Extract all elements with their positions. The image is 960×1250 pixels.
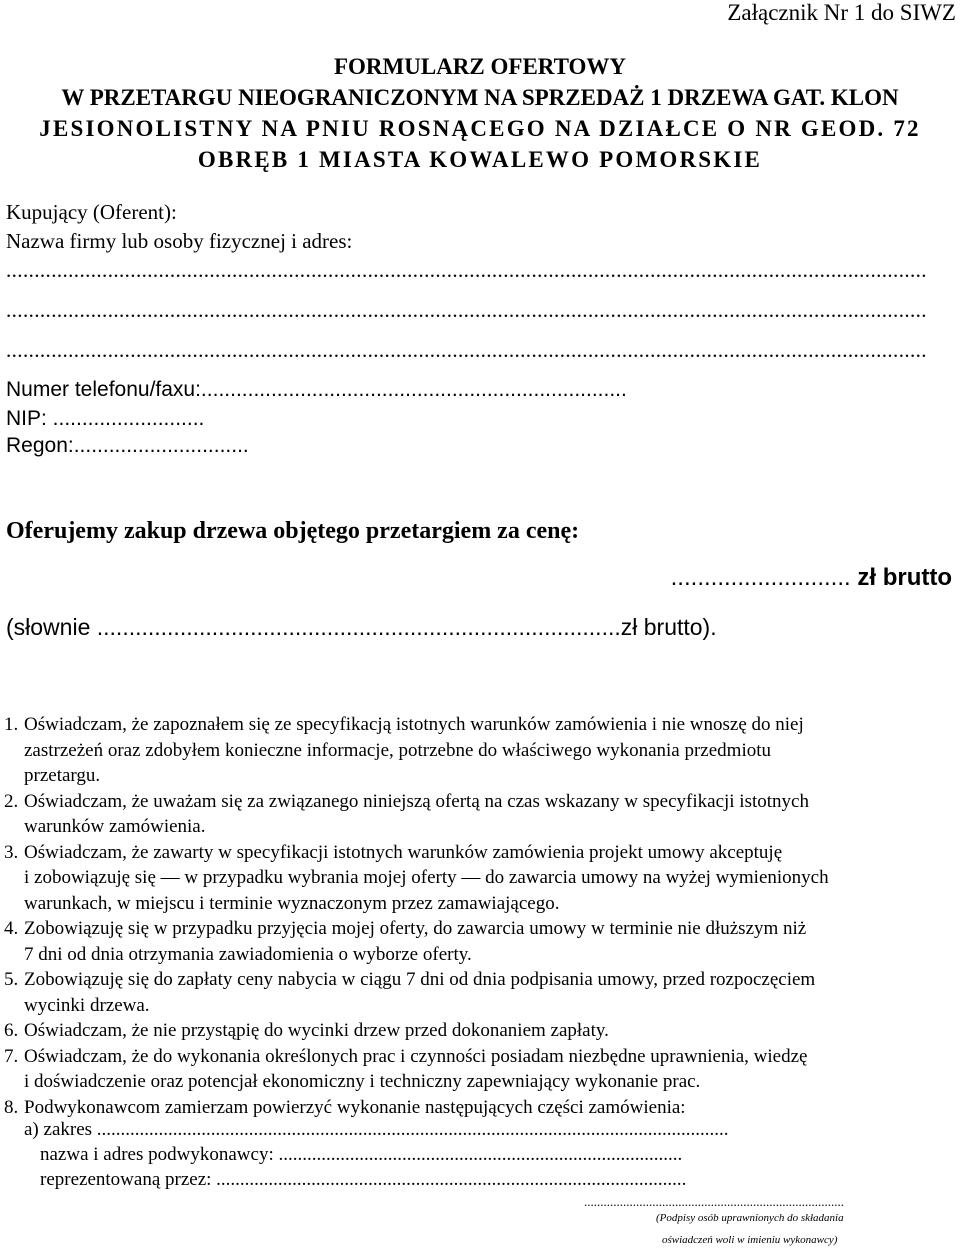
price-in-words-field[interactable]: (słownie ..................................................................................zł brutto). — [6, 614, 717, 640]
statement-text: 7 dni od dnia otrzymania zawiadomienia o wyborze oferty. — [24, 943, 472, 965]
statement-number: 5. — [4, 969, 19, 990]
title-line-2: W PRZETARGU NIEOGRANICZONYM NA SPRZEDAŻ 1 DRZEWA GAT. KLON — [61, 85, 899, 110]
signature-caption-2: oświadczeń woli w imieniu wykonawcy) — [662, 1234, 838, 1246]
statement-text: Oświadczam, że do wykonania określonych prac i czynności posiadam niezbędne uprawnienia, wiedzę — [24, 1045, 808, 1067]
statement-item — [4, 1044, 829, 1095]
statement-text: Oświadczam, że zapoznałem się ze specyfikacją istotnych warunków zamówienia i nie wnoszę do niej — [24, 714, 804, 735]
address-line-3[interactable]: ................................................................................................................................................................... — [6, 338, 927, 362]
statement-text: Podwykonawcom zamierzam powierzyć wykonanie następujących części zamówienia: — [24, 1096, 686, 1118]
statement-text: wycinki drzewa. — [24, 994, 150, 1016]
annex-label: Załącznik Nr 1 do SIWZ — [727, 0, 956, 25]
nip-field[interactable]: NIP: .......................... — [6, 407, 205, 430]
statement-text: Oświadczam, że zawarty w specyfikacji istotnych warunków zamówienia projekt umowy akceptuję — [24, 841, 783, 863]
title-line-4: OBRĘB 1 MIASTA KOWALEWO POMORSKIE — [197, 147, 763, 172]
statement-text: i zobowiązuję się — w przypadku wybrania mojej oferty — do zawarcia umowy na wyżej wymienionych — [24, 867, 829, 888]
statement-item — [4, 712, 829, 789]
form-title: FORMULARZ OFERTOWY — [333, 54, 627, 79]
buyer-label: Kupujący (Oferent): — [6, 200, 177, 224]
statement-text: i doświadczenie oraz potencjał ekonomiczny i techniczny zapewniający wykonanie prac. — [24, 1071, 701, 1092]
subcontract-scope-field[interactable]: a) zakres ..................................................................................................................................... — [24, 1119, 729, 1140]
statement-first-line — [4, 789, 829, 815]
price-field[interactable] — [671, 564, 952, 592]
statement-number: 8. — [4, 1096, 19, 1118]
statement-text: przetargu. — [24, 765, 101, 786]
price-unit: zł brutto — [857, 564, 952, 591]
signature-line[interactable]: ................................................................................ — [584, 1194, 844, 1209]
buyer-name-label: Nazwa firmy lub osoby fizycznej i adres: — [6, 229, 353, 253]
statement-first-line — [4, 967, 829, 993]
subcontractor-name-field[interactable]: nazwa i adres podwykonawcy: ..................................................................................... — [40, 1144, 683, 1165]
statement-text: zastrzeżeń oraz zdobyłem konieczne informacje, potrzebne do właściwego wykonania przedmiotu — [24, 739, 772, 761]
statement-text: warunkach, w miejscu i terminie wyznaczonym przez zamawiającego. — [24, 892, 560, 914]
statement-item — [4, 916, 829, 967]
statement-first-line — [4, 1044, 829, 1070]
statement-text: Zobowiązuję się do zapłaty ceny nabycia w ciągu 7 dni od dnia podpisania umowy, przed rozpoczęciem — [24, 969, 816, 990]
signature-caption-1: (Podpisy osób uprawnionych do składania — [656, 1212, 844, 1224]
statement-number: 6. — [4, 1020, 19, 1041]
address-line-1[interactable]: ................................................................................................................................................................... — [6, 258, 927, 282]
statement-text: Zobowiązuję się w przypadku przyjęcia mojej oferty, do zawarcia umowy w terminie nie dłuższym niż — [24, 918, 807, 939]
statement-first-line — [4, 840, 829, 866]
statement-item — [4, 789, 829, 840]
statement-first-line — [4, 712, 829, 738]
address-line-2[interactable]: ................................................................................................................................................................... — [6, 298, 927, 322]
price-dots: ........................... — [670, 564, 851, 591]
title-line-3: JESIONOLISTNY NA PNIU ROSNĄCEGO NA DZIAŁCE O NR GEOD. 72 — [39, 116, 921, 141]
statement-number: 2. — [4, 790, 19, 812]
offer-heading: Oferujemy zakup drzewa objętego przetargiem za cenę: — [6, 518, 580, 544]
statement-item — [4, 1018, 829, 1044]
statement-number: 4. — [4, 918, 19, 939]
statement-first-line — [4, 916, 829, 942]
statements-list — [4, 712, 829, 1120]
statement-item — [4, 967, 829, 1018]
statement-first-line — [4, 1018, 829, 1044]
statement-number: 3. — [4, 841, 19, 863]
statement-text: Oświadczam, że uważam się za związanego niniejszą ofertą na czas wskazany w specyfikacji istotnych — [24, 790, 809, 812]
statement-item — [4, 840, 829, 917]
statement-text: warunków zamówienia. — [24, 816, 206, 837]
statement-number: 1. — [4, 714, 19, 735]
phone-field[interactable]: Numer telefonu/faxu:......................................................................... — [6, 378, 627, 401]
represented-by-field[interactable]: reprezentowaną przez: ................................................................................................... — [40, 1169, 687, 1190]
statement-text: Oświadczam, że nie przystąpię do wycinki drzew przed dokonaniem zapłaty. — [24, 1020, 609, 1041]
regon-field[interactable]: Regon:.............................. — [6, 434, 249, 457]
statement-number: 7. — [4, 1045, 19, 1067]
